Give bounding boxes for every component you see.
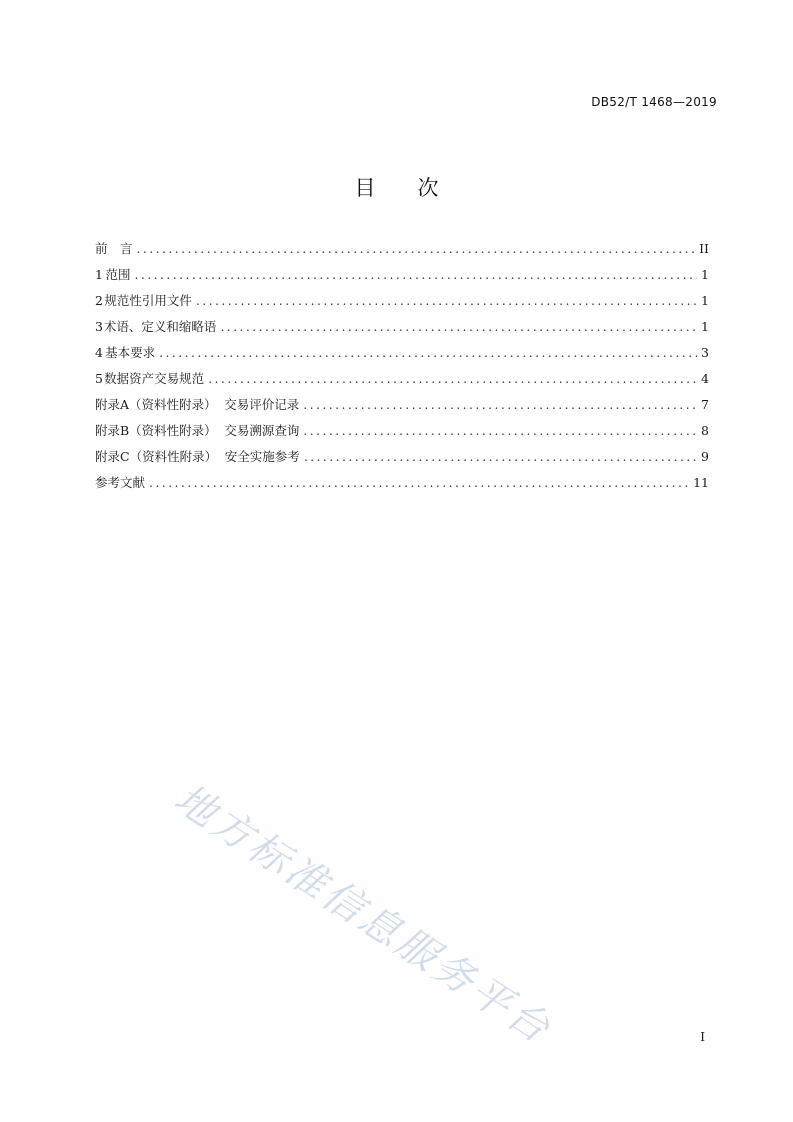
toc-entry-page: 1: [701, 293, 709, 308]
toc-entry-appendix-a[interactable]: [95, 392, 709, 418]
toc-entry-label: 参考文献: [95, 475, 146, 490]
toc-entry-foreword[interactable]: [95, 236, 709, 262]
toc-leader-dots: [303, 392, 697, 418]
table-of-contents: [95, 236, 709, 496]
toc-entry-page: 4: [701, 371, 709, 386]
toc-entry-page: 9: [701, 449, 709, 464]
toc-entry-trading-specification[interactable]: [95, 366, 709, 392]
toc-leader-dots: [135, 262, 698, 288]
toc-entry-subtitle: 交易溯源查询: [224, 423, 300, 438]
toc-entry-label: 数据资产交易规范: [104, 371, 205, 386]
page-number: I: [700, 1030, 705, 1044]
toc-entry-page: II: [699, 241, 709, 256]
toc-entry-number: 1: [95, 267, 103, 282]
toc-leader-dots: [303, 418, 697, 444]
watermark: 地方标准信息服务平台: [166, 775, 561, 1054]
toc-entry-bibliography[interactable]: [95, 470, 709, 496]
toc-entry-label: 附录A（资料性附录）: [95, 397, 217, 412]
toc-entry-label: 范围: [105, 267, 131, 282]
toc-entry-label: 基本要求: [105, 345, 156, 360]
toc-entry-appendix-b[interactable]: [95, 418, 709, 444]
toc-leader-dots: [196, 288, 697, 314]
toc-leader-dots: [304, 444, 697, 470]
toc-entry-number: 4: [95, 345, 103, 360]
toc-entry-label: 术语、定义和缩略语: [103, 319, 217, 334]
toc-entry-label: 前 言: [95, 241, 133, 256]
toc-entry-terms-definitions[interactable]: [95, 314, 709, 340]
toc-entry-page: 3: [701, 345, 709, 360]
toc-leader-dots: [137, 236, 696, 262]
toc-entry-page: 7: [701, 397, 709, 412]
toc-leader-dots: [149, 470, 689, 496]
toc-leader-dots: [220, 314, 697, 340]
toc-entry-page: 1: [701, 319, 709, 334]
toc-entry-page: 11: [693, 475, 709, 490]
toc-entry-label: 附录C（资料性附录）: [95, 449, 218, 464]
toc-entry-label: 规范性引用文件: [104, 293, 192, 308]
toc-entry-normative-references[interactable]: [95, 288, 709, 314]
toc-entry-page: 8: [701, 423, 709, 438]
toc-entry-label: 附录B（资料性附录）: [95, 423, 217, 438]
toc-entry-subtitle: 交易评价记录: [224, 397, 300, 412]
toc-entry-number: 2: [95, 293, 103, 308]
toc-leader-dots: [208, 366, 697, 392]
toc-entry-page: 1: [701, 267, 709, 282]
document-code: DB52/T 1468—2019: [591, 95, 717, 109]
toc-entry-number: 3: [95, 319, 103, 334]
toc-entry-appendix-c[interactable]: [95, 444, 709, 470]
toc-leader-dots: [159, 340, 697, 366]
toc-entry-number: 5: [95, 371, 103, 386]
toc-entry-subtitle: 安全实施参考: [224, 449, 300, 464]
toc-entry-scope[interactable]: [95, 262, 709, 288]
toc-entry-basic-requirements[interactable]: [95, 340, 709, 366]
page-title: 目次: [354, 176, 481, 200]
